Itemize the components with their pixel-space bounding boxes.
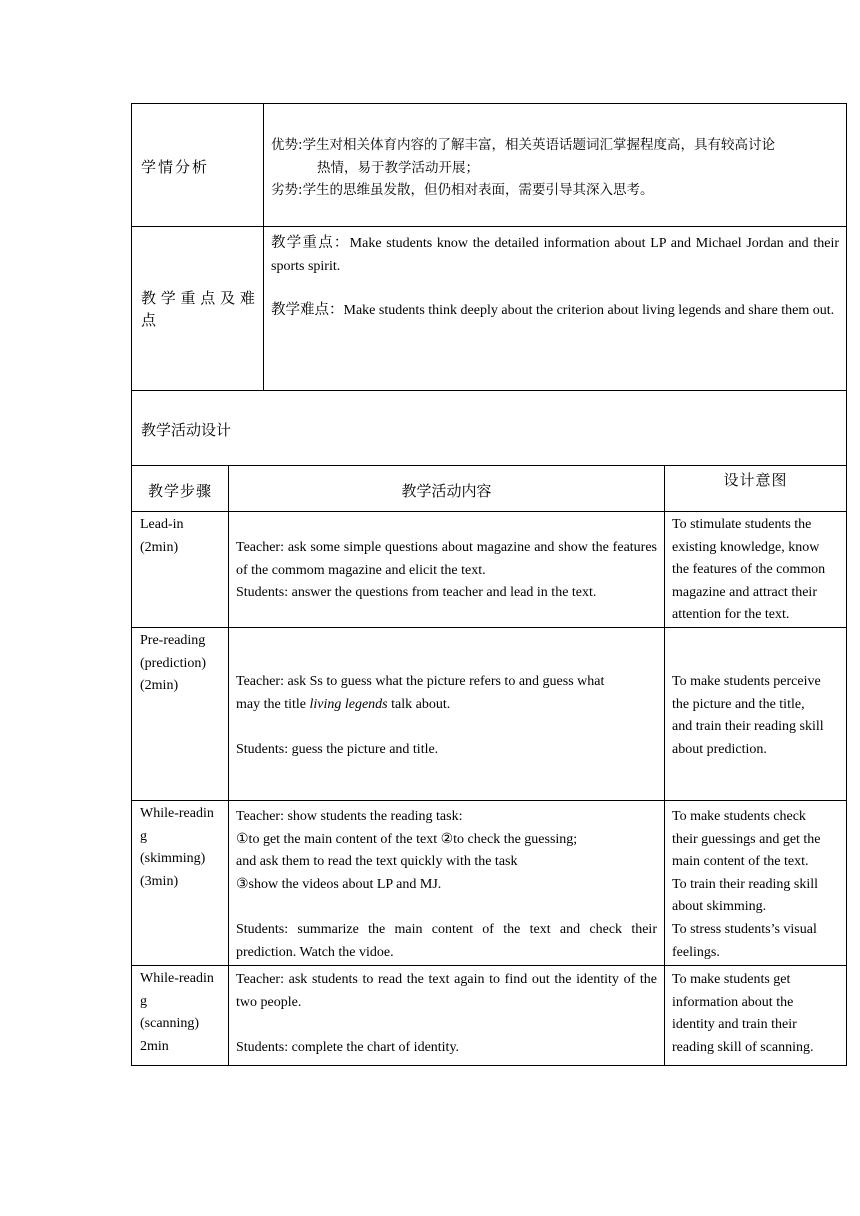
header-step [132,466,229,512]
key-points-label-cell [132,227,264,391]
intent-cell [665,512,847,628]
intent-line: To make students perceive [672,673,821,689]
weakness-text: 学生的思维虽发散，但仍相对表面，需要引导其深入思考。 [302,182,654,199]
header-content [229,466,665,512]
step-cell [132,800,229,965]
step-subtitle: (prediction) [140,655,207,671]
step-cell [132,627,229,800]
intent-line: magazine and attract their [672,584,817,600]
teaching-difficulty-label: 教学难点： [271,302,344,319]
task-line: ③show the videos about LP and MJ. [236,876,442,892]
content-cell [229,627,665,800]
step-name: Pre-reading [140,632,206,648]
step-subtitle: (skimming) [140,851,206,867]
table-row [132,800,847,965]
intent-line: the features of the common [672,562,826,578]
activity-design-title: 教学活动设计 [141,421,232,439]
intent-line: information about the [672,994,794,1010]
intent-line: their guessings and get the [672,831,821,847]
step-time: (2min) [140,678,179,694]
intent-cell [665,800,847,965]
weakness-line [271,179,840,202]
teaching-focus [271,232,839,278]
key-points-label [141,287,257,331]
header-intent-label: 设计意图 [723,471,788,489]
header-intent [665,466,847,512]
table-row [132,965,847,1065]
text-segment: talk about. [387,696,451,712]
activity-table [131,465,847,1066]
student-activity: Students: answer the questions from teacher and lead in the text. [236,585,597,601]
step-time: 2min [140,1038,169,1054]
teaching-difficulty-text: Make students think deeply about the criterion about living legends and share them out. [343,303,835,319]
activity-design-title-cell [132,391,847,466]
table-row [132,627,847,800]
task-line: ①to get the main content of the text ②to check the guessing; [236,831,578,847]
intent-line: main content of the text. [672,854,809,870]
table-row [132,512,847,628]
teaching-focus-text: Make students know the detailed information about LP and Michael Jordan and their sports spirit. [271,236,839,274]
step-name: Lead-in [140,517,184,532]
key-points-label-line-1: 教 学 重 点 及 难 [141,289,255,307]
student-analysis-label-cell [132,104,264,227]
step-time: (3min) [140,873,179,889]
header-content-label: 教学活动内容 [401,482,492,500]
intent-line: about skimming. [672,899,767,915]
intent-cell [665,965,847,1065]
content-cell [229,965,665,1065]
student-activity: Students: summarize the main content of the text and check their prediction. Watch the vidoe. [236,921,657,960]
task-line: and ask them to read the text quickly with the task [236,854,518,870]
header-step-label: 教学步骤 [147,482,212,500]
overview-table [131,103,847,466]
teaching-difficulty [271,299,839,323]
teacher-activity: Teacher: ask some simple questions about magazine and show the features of the commom magazine and elicit the text. [236,540,657,578]
strength-line-2: 热情，易于教学活动开展； [317,159,479,176]
step-name: While-readin [140,805,214,821]
intent-line: about prediction. [672,741,767,757]
key-points-label-line-2: 点 [141,311,157,329]
step-cell [132,512,229,628]
intent-line: To make students get [672,971,791,987]
intent-line: To train their reading skill [672,876,818,892]
content-cell [229,800,665,965]
step-time: (2min) [140,539,179,555]
intent-cell [665,627,847,800]
step-name: While-readin [140,970,214,986]
intent-line: feelings. [672,944,720,960]
intent-line: To stimulate students the [672,517,812,532]
teaching-focus-label: 教学重点： [271,235,350,251]
intent-line: the picture and the title, [672,696,805,712]
student-activity: Students: guess the picture and title. [236,741,439,757]
intent-line: reading skill of scanning. [672,1039,814,1055]
strength-text: 学生对相关体育内容的了解丰富，相关英语话题词汇掌握程度高，具有较高讨论 [302,137,776,153]
italic-title: living legends [309,696,388,712]
teacher-activity: Teacher: ask Ss to guess what the picture refers to and guess what [236,673,605,689]
strength-prefix: 优势: [271,137,303,153]
teacher-activity-line-2 [236,694,657,717]
intent-line: existing knowledge, know [672,539,820,555]
weakness-prefix: 劣势: [271,182,303,199]
step-cell [132,965,229,1065]
student-analysis-content [264,104,847,227]
intent-line: and train their reading skill [672,719,824,735]
text-segment: may the title [236,696,310,712]
teacher-activity: Teacher: ask students to read the text again to find out the identity of the two people. [236,971,657,1010]
student-analysis-label: 学情分析 [141,158,210,176]
step-name-cont: g [140,993,147,1009]
key-points-content [264,227,847,391]
student-activity: Students: complete the chart of identity. [236,1039,460,1055]
teacher-activity: Teacher: show students the reading task: [236,808,463,824]
step-name-cont: g [140,828,147,844]
intent-line: To stress students’s visual [672,921,817,937]
content-cell [229,512,665,628]
strength-line [271,134,840,157]
intent-line: attention for the text. [672,607,790,623]
intent-line: identity and train their [672,1017,797,1033]
step-subtitle: (scanning) [140,1016,200,1032]
intent-line: To make students check [672,808,806,824]
